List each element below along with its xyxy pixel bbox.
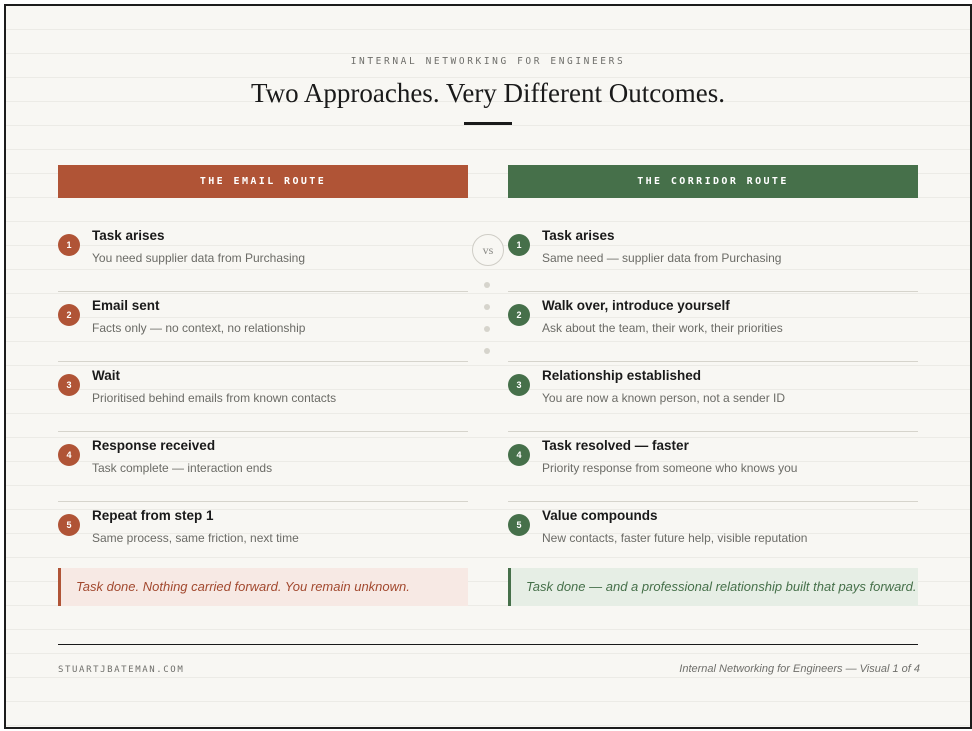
step-number: 2 (58, 304, 80, 326)
step-item (58, 223, 468, 292)
vs-badge: vs (472, 234, 504, 266)
step-item (58, 433, 468, 502)
step-description: Task complete — interaction ends (92, 461, 273, 475)
email-route-outcome: Task done. Nothing carried forward. You remain unknown. (58, 568, 468, 606)
corridor-route-outcome: Task done — and a professional relationship built that pays forward. (508, 568, 918, 606)
step-title: Value compounds (542, 508, 658, 523)
step-item (508, 223, 918, 292)
step-item (58, 363, 468, 432)
page-title: Two Approaches. Very Different Outcomes. (251, 78, 725, 108)
step-title: Task arises (92, 228, 165, 243)
step-description: You need supplier data from Purchasing (92, 251, 306, 265)
step-title: Walk over, introduce yourself (542, 298, 730, 313)
step-item (58, 503, 468, 571)
eyebrow: INTERNAL NETWORKING FOR ENGINEERS (350, 56, 626, 67)
footer-site: STUARTJBATEMAN.COM (58, 665, 185, 675)
step-title: Relationship established (542, 368, 702, 383)
step-number: 5 (58, 514, 80, 536)
step-number: 5 (508, 514, 530, 536)
page-frame (4, 4, 972, 729)
title-underline (464, 122, 512, 125)
step-title: Task resolved — faster (542, 438, 689, 453)
step-title: Wait (92, 368, 120, 383)
step-description: New contacts, faster future help, visible reputation (542, 531, 808, 545)
divider-dot (484, 326, 490, 332)
step-title: Task arises (542, 228, 615, 243)
corridor-route-heading: THE CORRIDOR ROUTE (508, 165, 918, 198)
step-description: Priority response from someone who knows you (542, 461, 798, 475)
step-title: Repeat from step 1 (92, 508, 214, 523)
step-item (508, 503, 918, 571)
divider-dot (484, 304, 490, 310)
step-number: 3 (58, 374, 80, 396)
step-number: 4 (508, 444, 530, 466)
email-route-steps (58, 223, 468, 571)
footer-divider (58, 644, 918, 645)
corridor-route-steps (508, 223, 918, 571)
email-route-heading: THE EMAIL ROUTE (58, 165, 468, 198)
divider-dot (484, 348, 490, 354)
step-item (508, 293, 918, 362)
step-description: Same need — supplier data from Purchasing (542, 251, 782, 265)
step-title: Response received (92, 438, 216, 453)
step-description: You are now a known person, not a sender ID (542, 391, 786, 405)
step-number: 4 (58, 444, 80, 466)
step-item (58, 293, 468, 362)
step-number: 1 (508, 234, 530, 256)
step-number: 3 (508, 374, 530, 396)
step-description: Ask about the team, their work, their priorities (542, 321, 783, 335)
divider-dot (484, 282, 490, 288)
step-item (508, 363, 918, 432)
footer-caption: Internal Networking for Engineers — Visual 1 of 4 (679, 663, 920, 675)
step-title: Email sent (92, 298, 160, 313)
step-item (508, 433, 918, 502)
step-number: 1 (58, 234, 80, 256)
step-description: Facts only — no context, no relationship (92, 321, 306, 335)
email-route-column (58, 165, 468, 594)
step-description: Same process, same friction, next time (92, 531, 299, 545)
step-description: Prioritised behind emails from known contacts (92, 391, 337, 405)
step-number: 2 (508, 304, 530, 326)
corridor-route-column (508, 165, 918, 594)
